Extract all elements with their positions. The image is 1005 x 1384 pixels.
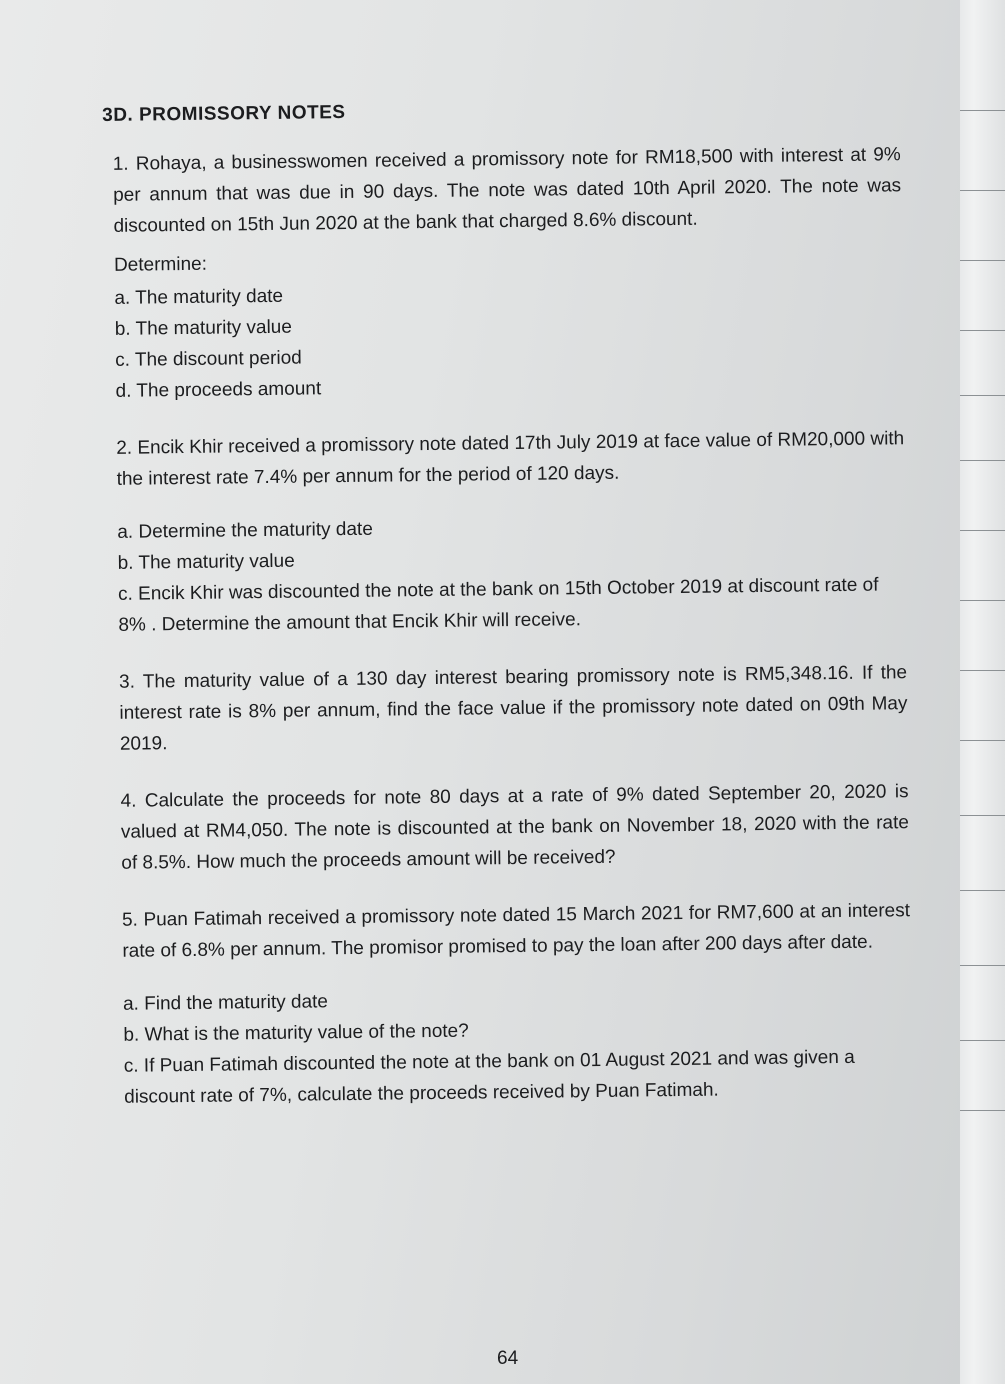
question-2-parts: [117, 507, 906, 641]
page-edge-line: [960, 1110, 1005, 1111]
question-4: [108, 776, 909, 879]
question-1-part-c: c. The discount period: [115, 347, 302, 371]
page-edge-line: [960, 330, 1005, 331]
page-edge-line: [960, 600, 1005, 601]
question-2-text: 2. Encik Khir received a promissory note dated 17th July 2019 at face value of RM20,000 with the interest rate 7.4% per annum for the period of 120 days.: [116, 428, 905, 490]
page-edge-line: [960, 815, 1005, 816]
page-edge-line: [960, 965, 1005, 966]
page-edge-line: [960, 1040, 1005, 1041]
question-2-part-b: b. The maturity value: [117, 550, 295, 574]
question-5-part-a: a. Find the maturity date: [122, 991, 329, 1015]
question-1-part-d: d. The proceeds amount: [115, 378, 322, 402]
page-edge-line: [960, 740, 1005, 741]
document-content: [100, 90, 912, 1125]
page-stack-edge: [960, 0, 1005, 1384]
question-5-part-b: b. What is the maturity value of the note?: [123, 1020, 469, 1046]
question-5: [110, 895, 912, 1113]
question-1-part-b: b. The maturity value: [114, 316, 292, 340]
page-edge-line: [960, 890, 1005, 891]
section-heading: 3D. PROMISSORY NOTES: [102, 102, 346, 126]
question-4-text: 4. Calculate the proceeds for note 80 days at a rate of 9% dated September 20, 2020 is valued at RM4,050. The note is discounted at the bank on November 18, 2020 with the rate of 8.5%. How much the proceeds amount will be received?: [120, 781, 910, 874]
question-5-parts: [123, 979, 912, 1113]
page-edge-line: [960, 395, 1005, 396]
question-2-part-c: c. Encik Khir was discounted the note at the bank on 15th October 2019 at discount rate of 8% . Determine the amount that Encik Khir will receive.: [117, 574, 879, 636]
question-1-parts: [114, 273, 903, 407]
question-1-part-a: a. The maturity date: [114, 285, 284, 309]
question-1-text: 1. Rohaya, a businesswomen received a promissory note for RM18,500 with interest at 9% per annum that was due in 90 days. The note was dated 10th April 2020. The note was discounted on 15th Jun 2020 at the bank that charged 8.6% discount.: [112, 144, 902, 237]
page-edge-line: [960, 110, 1005, 111]
page-edge-line: [960, 190, 1005, 191]
question-1: [101, 139, 904, 407]
page-number: 64: [497, 1348, 519, 1369]
page-edge-line: [960, 670, 1005, 671]
question-1-lead: Determine:: [113, 253, 208, 276]
question-2: [104, 423, 906, 641]
question-5-text: 5. Puan Fatimah received a promissory note dated 15 March 2021 for RM7,600 at an interest rate of 6.8% per annum. The promisor promised to pay the loan after 200 days after date.: [121, 900, 911, 962]
question-2-part-a: a. Determine the maturity date: [117, 518, 373, 543]
question-3-text: 3. The maturity value of a 130 day interest bearing promissory note is RM5,348.16. If the interest rate is 8% per annum, find the face value if the promissory note dated on 09th May 2019.: [118, 662, 908, 755]
page-edge-line: [960, 460, 1005, 461]
question-3: [107, 657, 908, 760]
question-5-part-c: c. If Puan Fatimah discounted the note at the bank on 01 August 2021 and was given a discount rate of 7%, calculate the proceeds received by Puan Fatimah.: [123, 1046, 855, 1108]
page-edge-line: [960, 260, 1005, 261]
page-edge-line: [960, 530, 1005, 531]
